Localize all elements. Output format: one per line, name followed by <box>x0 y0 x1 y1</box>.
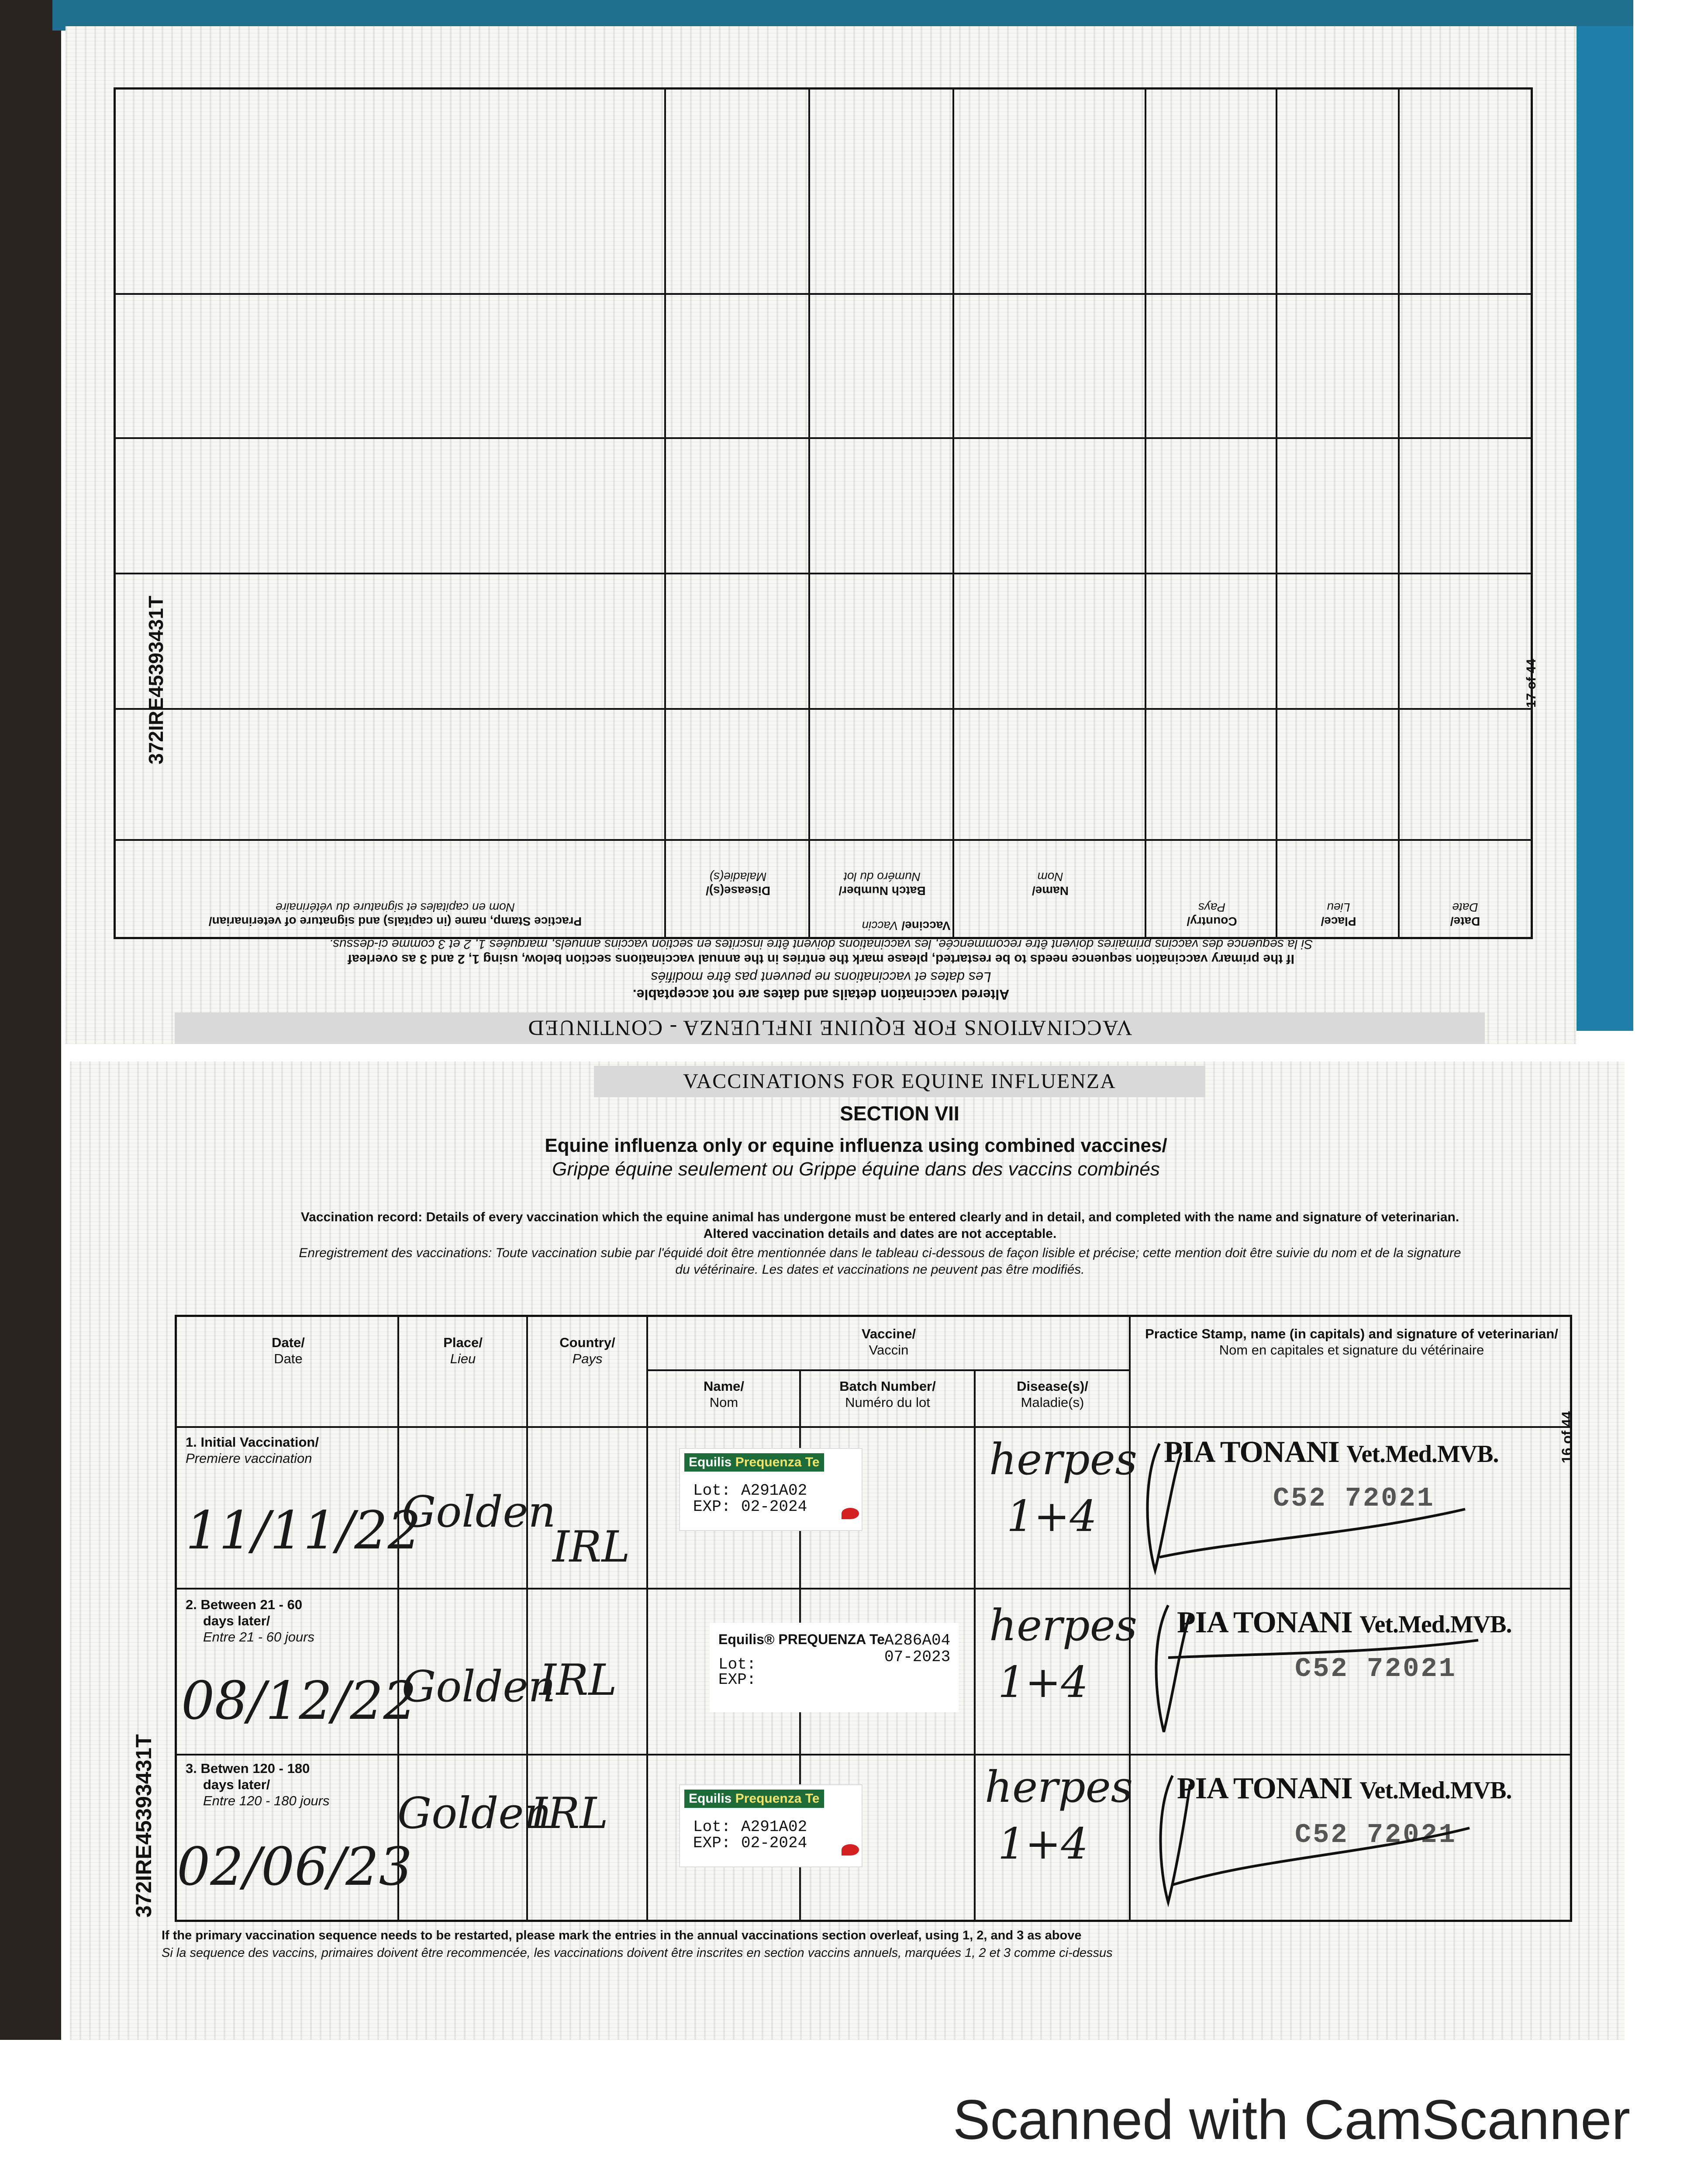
vet-signature <box>1133 1426 1483 1579</box>
col-divider <box>664 90 666 937</box>
row-2-disease: herpes <box>989 1601 1137 1651</box>
col-divider <box>1145 90 1146 937</box>
row-2-date: 08/12/22 <box>181 1671 417 1731</box>
col-divider <box>952 90 954 937</box>
footer-restart-fr: Si la sequence des vaccins, primaires doivent être recommencée, les vaccinations doivent être inscrites en section vaccins annuels, marquées 1, 2 et 3 comme ci-dessus <box>162 1946 1113 1960</box>
col-divider <box>808 90 810 937</box>
sticker-lot: A286A04 <box>884 1631 951 1649</box>
row-3-label: 3. Betwen 120 - 180 days later/ Entre 120 - 180 jours <box>186 1761 330 1809</box>
top-note-restart-fr: Si la sequence des vaccins primaires doivent être recommencée, les vaccinations doivent être inscrites en section vaccins annuels, marquées 1, 2 et 3 comme ci-dessus. <box>329 937 1313 951</box>
row-divider <box>177 1588 1570 1590</box>
top-page-rotated-content <box>66 26 1577 1044</box>
header-date: Date/ Date <box>272 1335 305 1367</box>
top-header-name: Name/ Nom <box>1032 870 1069 898</box>
section-number: SECTION VII <box>840 1102 959 1125</box>
bottom-page-number: 16 of 44 <box>1559 1411 1575 1463</box>
top-page <box>66 26 1577 1044</box>
top-page-number: 17 of 44 <box>1524 659 1539 708</box>
row-divider <box>116 573 1531 574</box>
subtitle-fr: Grippe équine seulement ou Grippe équine dans des vaccins combinés <box>552 1158 1160 1180</box>
sticker-lot: A291A02 <box>741 1482 807 1500</box>
row-1-country: IRL <box>552 1522 630 1572</box>
vet-signature <box>1138 1592 1487 1741</box>
sticker-red-mark <box>842 1844 859 1856</box>
row-3-country: IRL <box>531 1789 608 1838</box>
header-stamp: Practice Stamp, name (in capitals) and signature of veterinarian/ Nom en capitales et signature du vétérinaire <box>1145 1326 1558 1358</box>
row-3-place: Golden <box>397 1789 552 1838</box>
top-vaccination-table <box>114 87 1533 939</box>
row-3-disease: herpes <box>985 1762 1133 1812</box>
header-disease: Disease(s)/ Maladie(s) <box>1017 1379 1088 1410</box>
scanner-watermark: Scanned with CamScanner <box>952 2089 1630 2151</box>
row-divider <box>177 1754 1570 1755</box>
row-3-date: 02/06/23 <box>177 1837 412 1897</box>
top-page-title: VACCINATIONS FOR EQUINE INFLUENZA - CONTINUED <box>175 1013 1485 1044</box>
top-header-stamp: Practice Stamp, name (in capitals) and signature of veterinarian/ Nom en capitales et signature du vétérinaire <box>208 900 582 928</box>
book-edge-right <box>1572 26 1633 1031</box>
record-note-fr-2: du vétérinaire. Les dates et vaccinations ne peuvent pas être modifiés. <box>675 1262 1085 1277</box>
row-divider <box>116 839 1531 841</box>
record-note-fr: Enregistrement des vaccinations: Toute vaccination subie par l'équidé doit être mentionnée dans le tableau ci-dessous de façon lisible et précise; cette mention doit être suivie du nom et de la signature <box>299 1246 1461 1260</box>
row-2-label: 2. Between 21 - 60 days later/ Entre 21 - 60 jours <box>186 1597 315 1645</box>
footer-restart-en: If the primary vaccination sequence needs to be restarted, please mark the entries in the annual vaccinations section overleaf, using 1, 2, and 3 as above <box>162 1928 1082 1942</box>
row-divider <box>116 293 1531 295</box>
sticker-brand: Equilis Prequenza Te <box>684 1453 824 1472</box>
top-note-altered-fr: Les dates et vaccinations ne peuvent pas être modifiés <box>651 969 991 985</box>
col-divider <box>1276 90 1277 937</box>
vet-signature <box>1146 1758 1478 1915</box>
top-header-date: Date/ Date <box>1450 900 1480 928</box>
header-batch: Batch Number/ Numéro du lot <box>839 1379 936 1410</box>
sticker-exp: 02-2024 <box>741 1834 807 1852</box>
row-1-disease-types: 1+4 <box>1007 1492 1097 1541</box>
col-divider <box>974 1369 976 1920</box>
top-header-place: Place/ Lieu <box>1321 900 1356 928</box>
vet-number: C52 72021 <box>1295 1653 1457 1684</box>
section-title: VACCINATIONS FOR EQUINE INFLUENZA <box>594 1066 1205 1097</box>
header-name: Name/ Nom <box>703 1379 745 1410</box>
subtitle-en: Equine influenza only or equine influenza using combined vaccines/ <box>545 1135 1167 1156</box>
top-header-batch: Batch Number/ Numéro du lot <box>838 870 926 898</box>
row-2-place: Golden <box>402 1662 556 1712</box>
bottom-page <box>70 1061 1625 2040</box>
row-1-label: 1. Initial Vaccination/ Premiere vaccination <box>186 1434 319 1466</box>
vet-name: PIA TONANI Vet.Med.MVB. <box>1177 1606 1512 1639</box>
sticker-red-mark <box>842 1508 859 1519</box>
vet-name: PIA TONANI Vet.Med.MVB. <box>1164 1435 1499 1469</box>
top-header-vaccine: Vaccine/ Vaccin <box>862 919 951 933</box>
row-2-country: IRL <box>539 1655 617 1705</box>
sticker-brand: Equilis Prequenza Te <box>684 1790 824 1808</box>
book-cover-left <box>0 0 61 2040</box>
header-vaccine: Vaccine/ Vaccin <box>861 1326 916 1358</box>
top-note-altered: Altered vaccination details and dates are not acceptable. <box>632 987 1010 1002</box>
sticker-exp: 02-2024 <box>741 1498 807 1516</box>
vaccination-table <box>175 1315 1572 1922</box>
row-1-date: 11/11/22 <box>186 1500 421 1561</box>
row-divider <box>116 437 1531 439</box>
header-country: Country/ Pays <box>559 1335 615 1367</box>
sticker-lot-label: Lot: <box>693 1482 731 1500</box>
row-2-vaccine-sticker <box>710 1623 959 1712</box>
sticker-exp-label: EXP: <box>693 1498 731 1516</box>
col-divider <box>646 1317 648 1920</box>
row-2-disease-types: 1+4 <box>998 1658 1088 1707</box>
vet-name: PIA TONANI Vet.Med.MVB. <box>1177 1772 1512 1805</box>
row-1-place: Golden <box>402 1487 556 1537</box>
row-divider <box>116 708 1531 710</box>
vet-number: C52 72021 <box>1273 1483 1435 1514</box>
row-3-vaccine-sticker <box>679 1784 862 1867</box>
sticker-brand: Equilis® PREQUENZA Te <box>718 1631 885 1647</box>
row-3-disease-types: 1+4 <box>998 1819 1088 1869</box>
row-1-vaccine-sticker <box>679 1448 862 1531</box>
sticker-lot-label: Lot: <box>718 1655 756 1673</box>
top-document-id: 372IRE45393431T <box>145 595 167 764</box>
sticker-lot: A291A02 <box>741 1818 807 1836</box>
sticker-exp: 07-2023 <box>884 1648 951 1666</box>
row-divider <box>646 1369 1129 1371</box>
sticker-exp-label: EXP: <box>718 1671 756 1689</box>
record-note-en: Vaccination record: Details of every vaccination which the equine animal has undergone must be entered clearly and in detail, and completed with the name and signature of veterinarian. <box>300 1210 1459 1224</box>
row-1-disease: herpes <box>989 1435 1137 1485</box>
top-header-disease: Disease(s)/ Maladie(s) <box>706 870 770 898</box>
bottom-document-id: 372IRE45393431T <box>131 1734 156 1918</box>
sticker-exp-label: EXP: <box>693 1834 731 1852</box>
vet-number: C52 72021 <box>1295 1819 1457 1850</box>
col-divider <box>1398 90 1400 937</box>
header-place: Place/ Lieu <box>443 1335 483 1367</box>
top-note-restart: If the primary vaccination sequence needs to be restarted, please mark the entries in the annual vaccinations section below, using 1, 2 and 3 as overleaf <box>348 952 1294 966</box>
top-header-country: Country/ Pays <box>1187 900 1237 928</box>
sticker-lot-label: Lot: <box>693 1818 731 1836</box>
record-note-en-altered: Altered vaccination details and dates are not acceptable. <box>703 1227 1057 1241</box>
